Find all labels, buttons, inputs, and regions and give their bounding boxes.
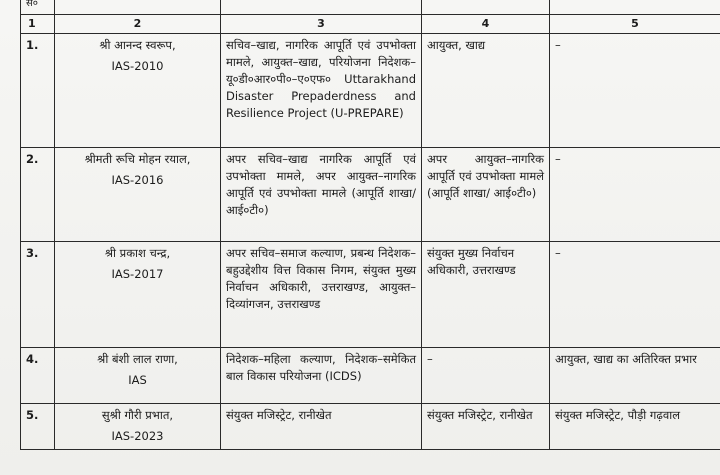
posting-col4: संयुक्त मुख्य निर्वाचन अधिकारी, उत्तराखण्ड xyxy=(422,242,550,348)
current-posting: अपर सचिव–खाद्य नागरिक आपूर्ति एवं उपभोक्ता मामले, अपर आयुक्त–नागरिक आपूर्ति एवं उपभोक्ता मामले (आपूर्ति शाखा/ आई०टी०) xyxy=(221,148,422,242)
posting-col5: – xyxy=(550,34,720,148)
posting-col5: – xyxy=(550,148,720,242)
table-row xyxy=(21,348,720,404)
column-number: 3 xyxy=(221,15,422,34)
current-posting: निदेशक–महिला कल्याण, निदेशक–समेकित बाल विकास परियोजना (ICDS) xyxy=(221,348,422,404)
officer-posting-table xyxy=(20,0,720,450)
officer-service: IAS-2023 xyxy=(111,429,164,443)
officer-service: IAS-2016 xyxy=(111,173,164,187)
officer-service: IAS xyxy=(128,373,147,387)
officer-cell xyxy=(55,404,221,450)
serial-number: 1. xyxy=(21,34,55,148)
table-row xyxy=(21,242,720,348)
table-row xyxy=(21,34,720,148)
column-number: 1 xyxy=(21,15,55,34)
table-header-row xyxy=(21,0,720,15)
posting-col4: आयुक्त, खाद्य xyxy=(422,34,550,148)
officer-name: श्री बंशी लाल राणा, xyxy=(97,352,178,366)
header-cell xyxy=(422,0,550,15)
header-cell xyxy=(221,0,422,15)
posting-col5: – xyxy=(550,242,720,348)
posting-col4: संयुक्त मजिस्ट्रेट, रानीखेत xyxy=(422,404,550,450)
column-number: 4 xyxy=(422,15,550,34)
serial-number: 2. xyxy=(21,148,55,242)
serial-number: 3. xyxy=(21,242,55,348)
table-row xyxy=(21,404,720,450)
officer-service: IAS-2010 xyxy=(111,59,164,73)
serial-number: 5. xyxy=(21,404,55,450)
header-cell xyxy=(550,0,720,15)
posting-col5: संयुक्त मजिस्ट्रेट, पौड़ी गढ़वाल xyxy=(550,404,720,450)
officer-cell xyxy=(55,242,221,348)
header-cell-sn: स० xyxy=(21,0,55,15)
table-row xyxy=(21,148,720,242)
column-number-row xyxy=(21,15,720,34)
officer-service: IAS-2017 xyxy=(111,267,164,281)
officer-name: सुश्री गौरी प्रभात, xyxy=(101,408,174,422)
posting-col4: – xyxy=(422,348,550,404)
column-number: 5 xyxy=(550,15,720,34)
posting-col5: आयुक्त, खाद्य का अतिरिक्त प्रभार xyxy=(550,348,720,404)
officer-name: श्री प्रकाश चन्द्र, xyxy=(104,246,171,260)
officer-cell xyxy=(55,348,221,404)
current-posting: संयुक्त मजिस्ट्रेट, रानीखेत xyxy=(221,404,422,450)
current-posting: सचिव–खाद्य, नागरिक आपूर्ति एवं उपभोक्ता मामले, आयुक्त–खाद्य, परियोजना निदेशक–यू०डी०आर०पी०–ए०एफ० Uttarakhand Disaster Prepaderdness and Resilience Project (U-PREPARE) xyxy=(221,34,422,148)
column-number: 2 xyxy=(55,15,221,34)
officer-cell xyxy=(55,148,221,242)
posting-col4: अपर आयुक्त–नागरिक आपूर्ति एवं उपभोक्ता मामले (आपूर्ति शाखा/ आई०टी०) xyxy=(422,148,550,242)
current-posting: अपर सचिव–समाज कल्याण, प्रबन्ध निदेशक– बहुउद्देशीय वित्त विकास निगम, संयुक्त मुख्य निर्वाचन अधिकारी, उत्तराखण्ड, आयुक्त–दिव्यांगजन, उत्तराखण्ड xyxy=(221,242,422,348)
officer-name: श्रीमती रूचि मोहन रयाल, xyxy=(84,152,191,166)
officer-cell xyxy=(55,34,221,148)
officer-name: श्री आनन्द स्वरूप, xyxy=(99,38,176,52)
header-cell xyxy=(55,0,221,15)
serial-number: 4. xyxy=(21,348,55,404)
